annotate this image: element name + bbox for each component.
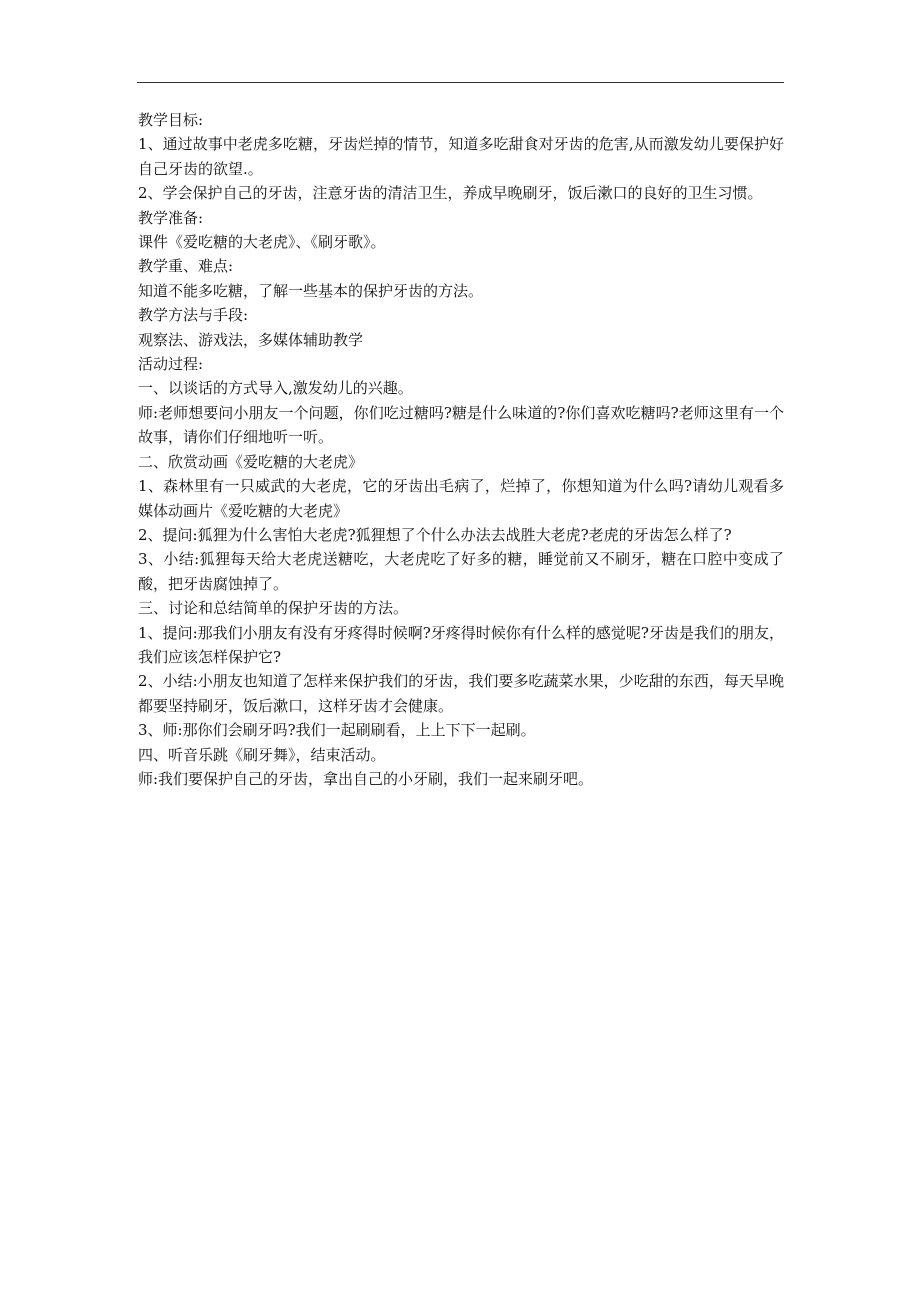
paragraph-step-4: 四、听音乐跳《刷牙舞》，结束活动。 <box>138 745 386 764</box>
paragraph-step-2-item-1: 1、森林里有一只威武的大老虎，它的牙齿出毛病了，烂掉了，你想知道为什么吗?请幼儿观看多媒体动画片《爱吃糖的大老虎》 <box>138 477 784 520</box>
paragraph-step-4-teacher: 师:我们要保护自己的牙齿，拿出自己的小牙刷，我们一起来刷牙吧。 <box>138 769 594 788</box>
paragraph-step-2: 二、欣赏动画《爱吃糖的大老虎》 <box>138 452 364 471</box>
paragraph-step-1: 一、以谈话的方式导入,激发幼儿的兴趣。 <box>138 379 413 398</box>
section-heading-key-points: 教学重、难点: <box>138 257 234 276</box>
header-rule <box>137 82 784 83</box>
paragraph-step-3-item-3: 3、师:那你们会刷牙吗?我们一起刷刷看，上上下下一起刷。 <box>138 721 536 740</box>
paragraph-step-2-item-3: 3、小结:狐狸每天给大老虎送糖吃，大老虎吃了好多的糖，睡觉前又不刷牙，糖在口腔中变成了酸，把牙齿腐蚀掉了。 <box>138 550 784 593</box>
paragraph-methods: 观察法、游戏法，多媒体辅助教学 <box>138 330 364 349</box>
section-heading-methods: 教学方法与手段: <box>138 306 249 325</box>
paragraph-step-3-item-2: 2、小结:小朋友也知道了怎样来保护我们的牙齿，我们要多吃蔬菜水果，少吃甜的东西，每天早晚都要坚持刷牙，饭后漱口，这样牙齿才会健康。 <box>138 672 784 715</box>
paragraph-step-3: 三、讨论和总结简单的保护牙齿的方法。 <box>138 599 409 618</box>
section-heading-preparation: 教学准备: <box>138 208 204 227</box>
paragraph-preparation: 课件《爱吃糖的大老虎》、《刷牙歌》。 <box>138 233 386 252</box>
section-heading-process: 活动过程: <box>138 355 204 374</box>
section-heading-objectives: 教学目标: <box>138 111 204 129</box>
paragraph-objective-1: 1、通过故事中老虎多吃糖，牙齿烂掉的情节，知道多吃甜食对牙齿的危害,从而激发幼儿要保护好自己牙齿的欲望.。 <box>138 135 784 178</box>
paragraph-step-2-item-2: 2、提问:狐狸为什么害怕大老虎?狐狸想了个什么办法去战胜大老虎?老虎的牙齿怎么样了? <box>138 525 732 544</box>
paragraph-step-1-teacher: 师:老师想要问小朋友一个问题，你们吃过糖吗?糖是什么味道的?你们喜欢吃糖吗?老师这里有一个故事，请你们仔细地听一听。 <box>138 403 784 447</box>
paragraph-key-points: 知道不能多吃糖，了解一些基本的保护牙齿的方法。 <box>138 281 484 300</box>
document-body <box>138 108 784 791</box>
paragraph-objective-2: 2、学会保护自己的牙齿，注意牙齿的清洁卫生，养成早晚刷牙，饭后漱口的良好的卫生习惯。 <box>138 184 763 203</box>
paragraph-step-3-item-1: 1、提问:那我们小朋友有没有牙疼得时候啊?牙疼得时候你有什么样的感觉呢?牙齿是我们的朋友，我们应该怎样保护它? <box>138 623 784 666</box>
